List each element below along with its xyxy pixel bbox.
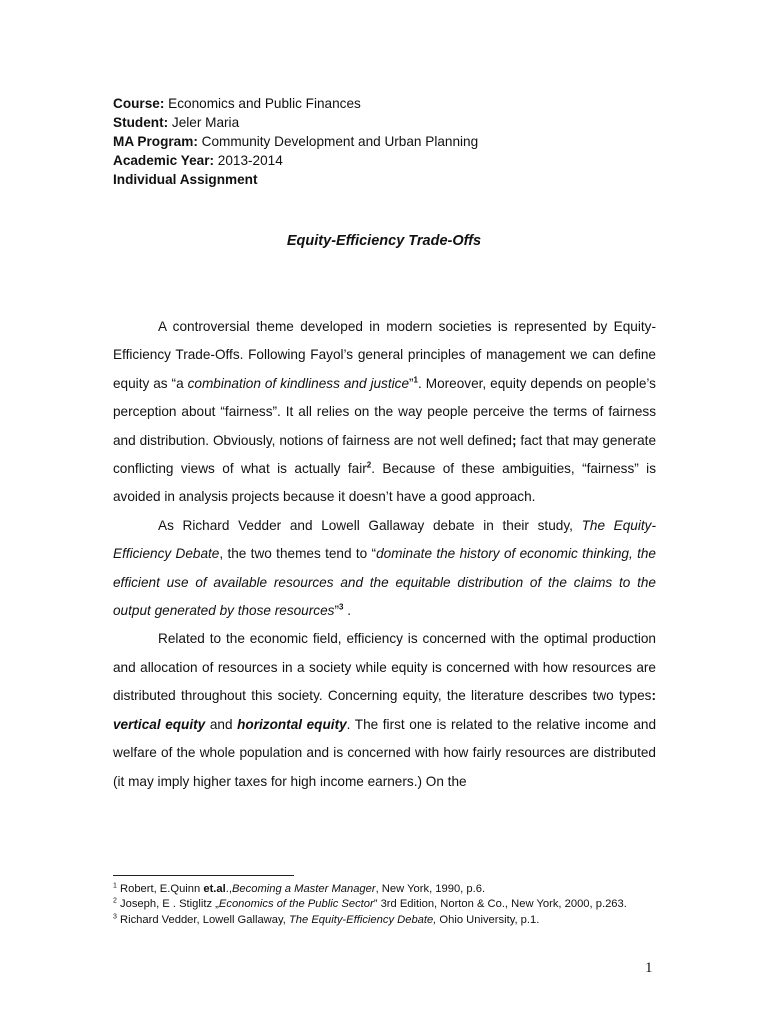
year-label: Academic Year: [113, 153, 215, 168]
p1-semicolon: ; [511, 432, 517, 448]
p1-text-b: ” [409, 375, 414, 391]
document-body [113, 313, 656, 796]
footnote-ref-3: 3 [338, 602, 344, 612]
assignment-line [113, 170, 478, 189]
year-line [113, 151, 478, 170]
p3-vertical-equity: vertical equity [113, 716, 206, 732]
footnote-3 [113, 913, 627, 928]
footnote-separator [113, 875, 294, 876]
p1-text-e: . Because of these ambiguities, “fairness” is avoided in analysis projects because it doesn’t have a good approach. [113, 461, 656, 505]
p3-text-d: . The first one is related to the relative income and welfare of the whole population and is concerned with how fairly resources are distributed (it may imply higher taxes for high income earners.) On the [113, 716, 656, 789]
p2-text-d: . [343, 603, 351, 619]
student-label: Student: [113, 115, 169, 130]
course-value: Economics and Public Finances [164, 96, 361, 111]
p2-text-a: As Richard Vedder and Lowell Gallaway debate in their study, [158, 517, 582, 533]
paragraph-1 [113, 313, 656, 512]
footnote-number: 2 [113, 897, 117, 905]
footnote-ref-1: 1 [413, 375, 418, 385]
p3-text-c: and [205, 716, 238, 732]
p2-study-title: The Equity-Efficiency Debate [113, 517, 656, 562]
footnote-text: ., [225, 883, 232, 895]
footnote-text: Joseph, E . Stiglitz „ [116, 898, 219, 911]
footnote-text: Richard Vedder, Lowell Gallaway, [116, 913, 289, 926]
footnote-number: 3 [113, 913, 117, 921]
year-value: 2013-2014 [214, 153, 283, 168]
footnote-etal: et.al [203, 883, 226, 895]
page-number: 1 [645, 960, 653, 976]
p1-text-c: . Moreover, equity depends on people’s perception about “fairness”. It all relies on the way people perceive the terms of fairness and distribution. Obviously, notions of fairness are not well defined [113, 375, 656, 448]
footnote-book-title: Becoming a Master Manager [231, 883, 376, 895]
p1-quote: combination of kindliness and justice [187, 375, 410, 391]
footnote-text: ” 3rd Edition, Norton & Co., New York, 2000, p.263. [373, 898, 627, 911]
footnote-ref-2: 2 [366, 460, 372, 470]
paragraph-2 [113, 512, 656, 626]
footnote-text: Ohio University, p.1. [436, 913, 540, 926]
p2-quote: dominate the history of economic thinking, the efficient use of available resources and the equitable distribution of the claims to the output generated by those resources [113, 546, 656, 619]
student-value: Jeler Maria [168, 115, 240, 130]
p2-text-c: ” [334, 603, 339, 619]
p3-colon: : [651, 688, 656, 704]
student-line [113, 113, 478, 132]
p3-text-a: Related to the economic field, efficiency is concerned with the optimal production and allocation of resources in a society while equity is concerned with how resources are distributed throughout this society. Concerning equity, the literature describes two types [113, 631, 656, 704]
program-line [113, 132, 478, 151]
document-title: Equity-Efficiency Trade-Offs [286, 233, 482, 249]
paragraph-3 [113, 625, 656, 795]
footnote-book-title: The Equity-Efficiency Debate, [288, 913, 437, 926]
footnote-book-title: Economics of the Public Sector [218, 898, 374, 911]
assignment-label: Individual Assignment [113, 172, 258, 187]
assignment-header [113, 94, 478, 189]
footnote-text: Robert, E.Quinn [116, 883, 204, 895]
footnote-number: 1 [113, 882, 117, 890]
program-label: MA Program: [113, 134, 198, 149]
course-label: Course: [113, 96, 165, 111]
footnote-2 [113, 897, 627, 912]
course-line [113, 94, 478, 113]
footnote-text: , New York, 1990, p.6. [375, 883, 486, 895]
p1-text-a: A controversial theme developed in modern societies is represented by Equity-Efficiency Trade-Offs. Following Fayol’s general principles of management we can define equity as “a [113, 319, 656, 391]
p3-horizontal-equity: horizontal equity [237, 716, 347, 732]
p1-text-d: fact that may generate conflicting views of what is actually fair [113, 432, 657, 477]
footnote-1 [113, 882, 627, 897]
footnotes [113, 882, 627, 928]
p2-text-b: , the two themes tend to “ [219, 546, 377, 562]
program-value: Community Development and Urban Planning [197, 134, 479, 149]
